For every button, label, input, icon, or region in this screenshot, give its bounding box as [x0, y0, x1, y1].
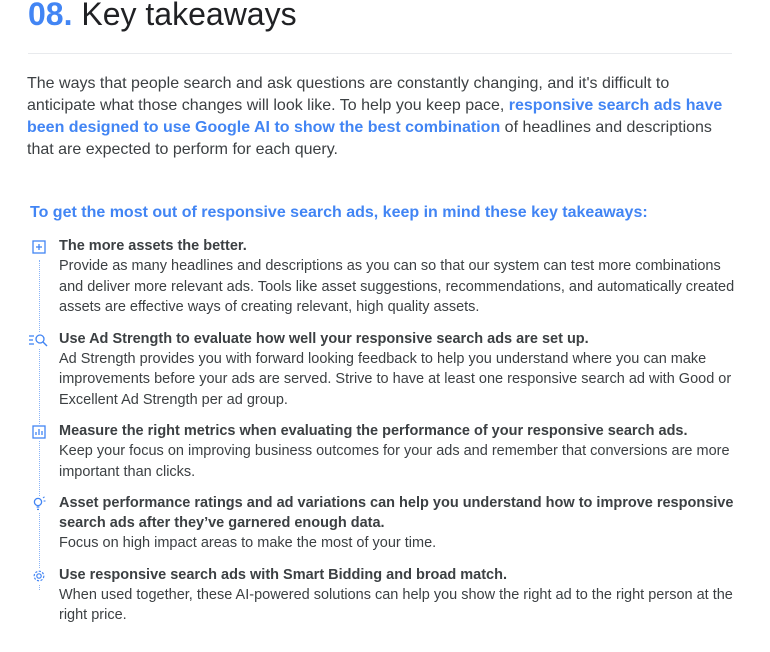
- takeaway-description: Keep your focus on improving business outcomes for your ads and remember that conversions are more important than clicks.: [59, 443, 730, 480]
- takeaway-description: Ad Strength provides you with forward looking feedback to help you understand where you can make improvements before your ads are served. Strive to have at least one responsive search ad with Good or Excellent Ad Strength per ad group.: [59, 350, 732, 408]
- takeaway-item: [0, 565, 739, 626]
- intro-highlight: responsive search ads have been designed to use Google AI to show the best combination: [27, 97, 723, 136]
- add-box-icon: [31, 239, 47, 255]
- title-divider: [28, 53, 732, 54]
- takeaway-item: [0, 329, 739, 411]
- section-number: 08.: [28, 0, 73, 32]
- takeaways-subheading: To get the most out of responsive search ads, keep in mind these key takeaways:: [30, 204, 648, 221]
- intro-paragraph: [27, 73, 727, 161]
- takeaway-description: Focus on high impact areas to make the most of your time.: [59, 535, 437, 551]
- takeaway-item: [0, 236, 739, 318]
- takeaway-title: Use Ad Strength to evaluate how well your responsive search ads are set up.: [59, 330, 589, 347]
- takeaway-item: [0, 421, 739, 482]
- takeaway-item: [0, 493, 739, 554]
- takeaway-title: Measure the right metrics when evaluating the performance of your responsive search ads.: [59, 423, 688, 439]
- bar-chart-icon: [31, 424, 47, 440]
- takeaway-title: Asset performance ratings and ad variations can help you understand how to improve responsive search ads after they’ve garnered enough data.: [59, 495, 734, 531]
- takeaways-list: [0, 236, 770, 626]
- intro-text-start: The ways that people search and ask questions are constantly changing, and it's difficult to anticipate what those changes will look like. To help you keep pace,: [27, 75, 670, 114]
- list-search-icon: [28, 332, 48, 348]
- takeaway-description: Provide as many headlines and descriptions as you can so that our system can test more combinations and deliver more relevant ads. Tools like asset suggestions, recommendations, and automatically created assets are effective ways of creating relevant, high quality assets.: [59, 258, 735, 315]
- takeaway-description: When used together, these AI-powered solutions can help you show the right ad to the right person at the right price.: [59, 586, 733, 623]
- gear-icon: [31, 568, 47, 584]
- takeaway-title: The more assets the better.: [59, 238, 247, 254]
- section-title: Key takeaways: [81, 0, 297, 32]
- takeaway-title: Use responsive search ads with Smart Bidding and broad match.: [59, 566, 508, 583]
- lightbulb-icon: [31, 496, 47, 512]
- intro-text-end: of headlines and descriptions that are expected to perform for each query.: [27, 119, 712, 158]
- page-title: [28, 0, 297, 33]
